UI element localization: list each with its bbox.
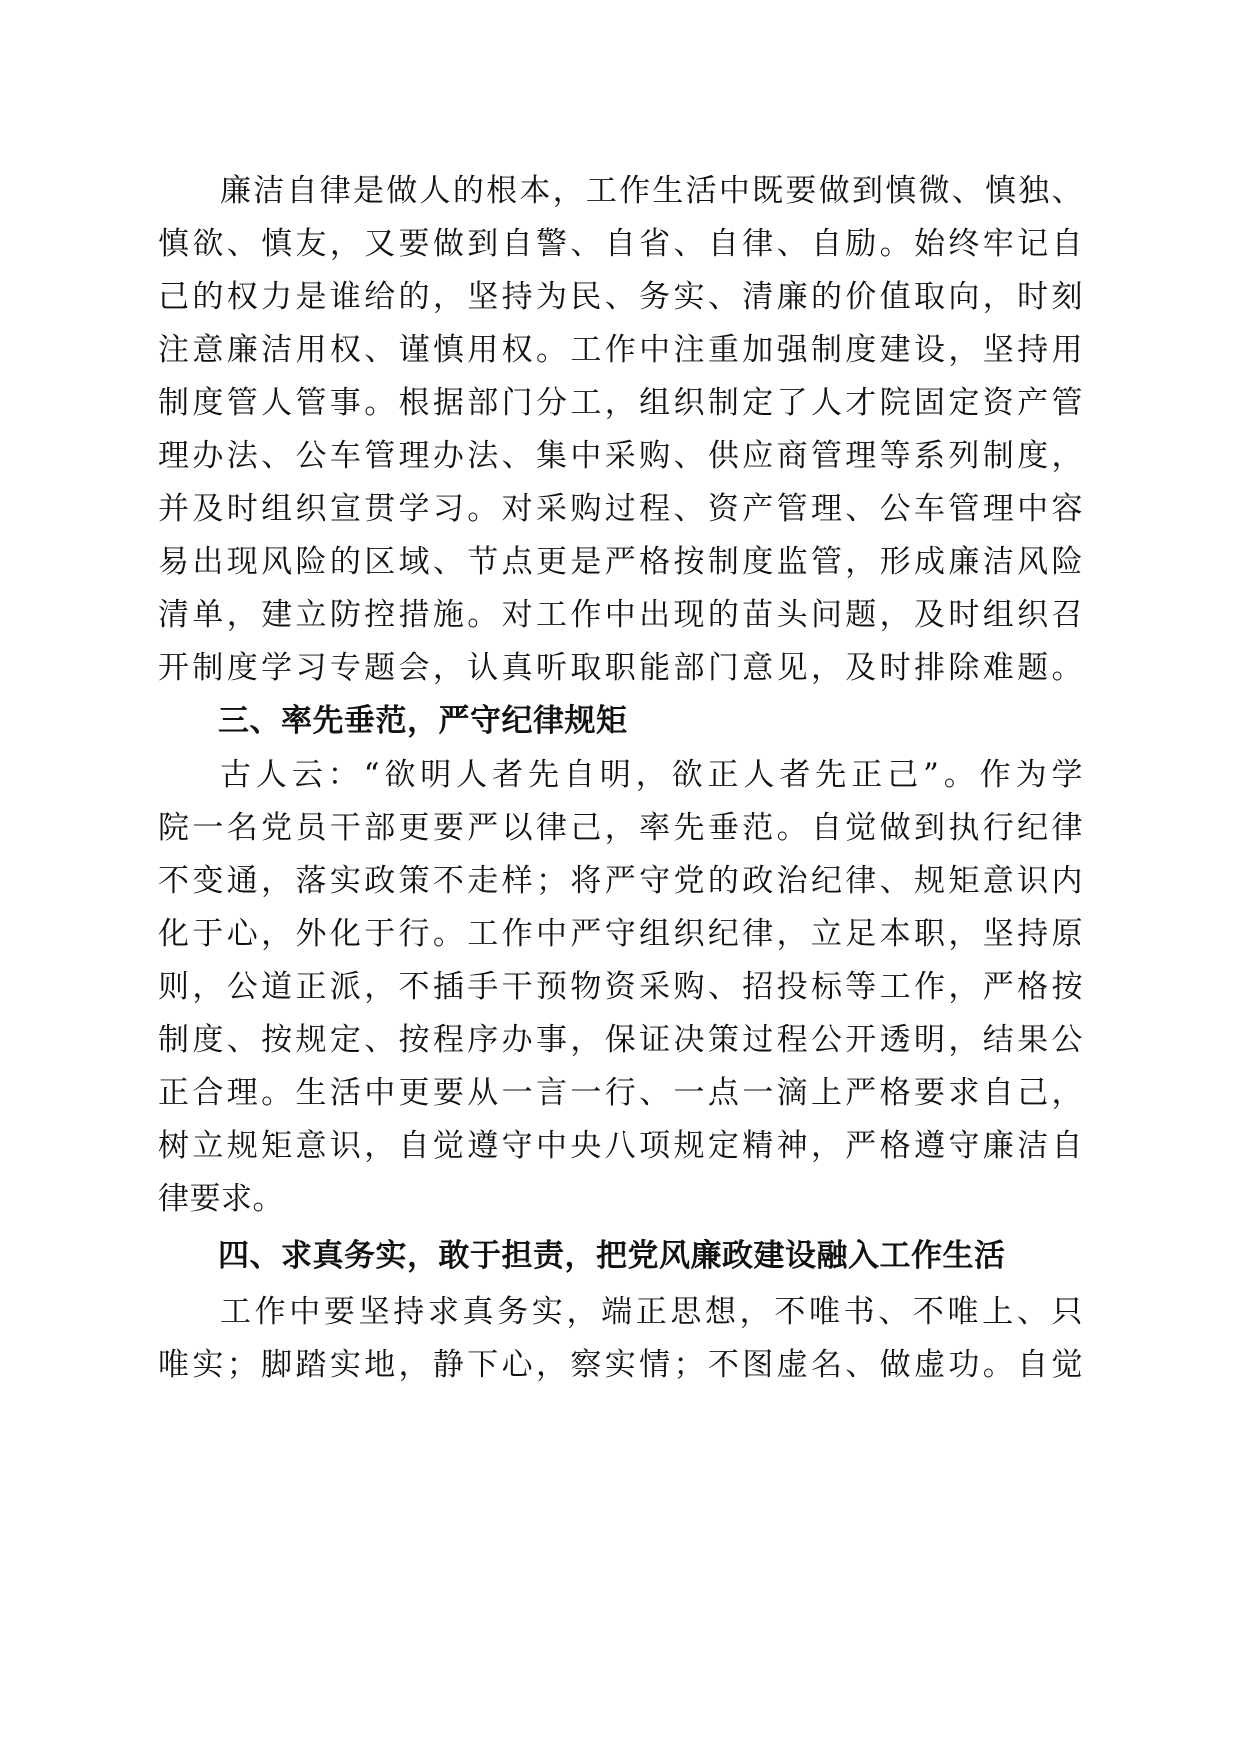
paragraph-1-line-2: 慎欲、慎友，又要做到自警、自省、自律、自励。始终牢记自 [158,226,1083,262]
paragraph-3-line-1: 工作中要坚持求真务实，端正思想，不唯书、不唯上、只 [220,1294,1083,1330]
paragraph-1-line-10: 开制度学习专题会，认真听取职能部门意见，及时排除难题。 [158,650,1083,686]
paragraph-2-line-4: 化于心，外化于行。工作中严守组织纪律，立足本职，坚持原 [158,916,1083,952]
paragraph-1-line-8: 易出现风险的区域、节点更是严格按制度监管，形成廉洁风险 [158,544,1083,580]
paragraph-1-line-5: 制度管人管事。根据部门分工，组织制定了人才院固定资产管 [158,385,1083,421]
section-heading-4: 四、求真务实，敢于担责，把党风廉政建设融入工作生活 [218,1238,1006,1274]
paragraph-2-line-1: 古人云：“欲明人者先自明，欲正人者先正己”。作为学 [220,757,1083,793]
paragraph-3-line-2: 唯实；脚踏实地，静下心，察实情；不图虚名、做虚功。自觉 [158,1347,1083,1383]
paragraph-2-line-6: 制度、按规定、按程序办事，保证决策过程公开透明，结果公 [158,1022,1083,1058]
paragraph-2-line-3: 不变通，落实政策不走样；将严守党的政治纪律、规矩意识内 [158,863,1083,899]
paragraph-2-line-8: 树立规矩意识，自觉遵守中央八项规定精神，严格遵守廉洁自 [158,1128,1083,1164]
paragraph-2-line-2: 院一名党员干部更要严以律己，率先垂范。自觉做到执行纪律 [158,810,1083,846]
paragraph-2-line-7: 正合理。生活中更要从一言一行、一点一滴上严格要求自己， [158,1075,1083,1111]
paragraph-2-line-9: 律要求。 [158,1181,284,1217]
paragraph-1-line-3: 己的权力是谁给的，坚持为民、务实、清廉的价值取向，时刻 [158,279,1083,315]
paragraph-1-line-6: 理办法、公车管理办法、集中采购、供应商管理等系列制度， [158,438,1083,474]
paragraph-1-line-9: 清单，建立防控措施。对工作中出现的苗头问题，及时组织召 [158,597,1083,633]
paragraph-1-line-1: 廉洁自律是做人的根本，工作生活中既要做到慎微、慎独、 [220,173,1083,209]
paragraph-1-line-7: 并及时组织宣贯学习。对采购过程、资产管理、公车管理中容 [158,491,1083,527]
section-heading-3: 三、率先垂范，严守纪律规矩 [218,703,628,739]
paragraph-2-line-5: 则，公道正派，不插手干预物资采购、招投标等工作，严格按 [158,969,1083,1005]
paragraph-1-line-4: 注意廉洁用权、谨慎用权。工作中注重加强制度建设，坚持用 [158,332,1083,368]
